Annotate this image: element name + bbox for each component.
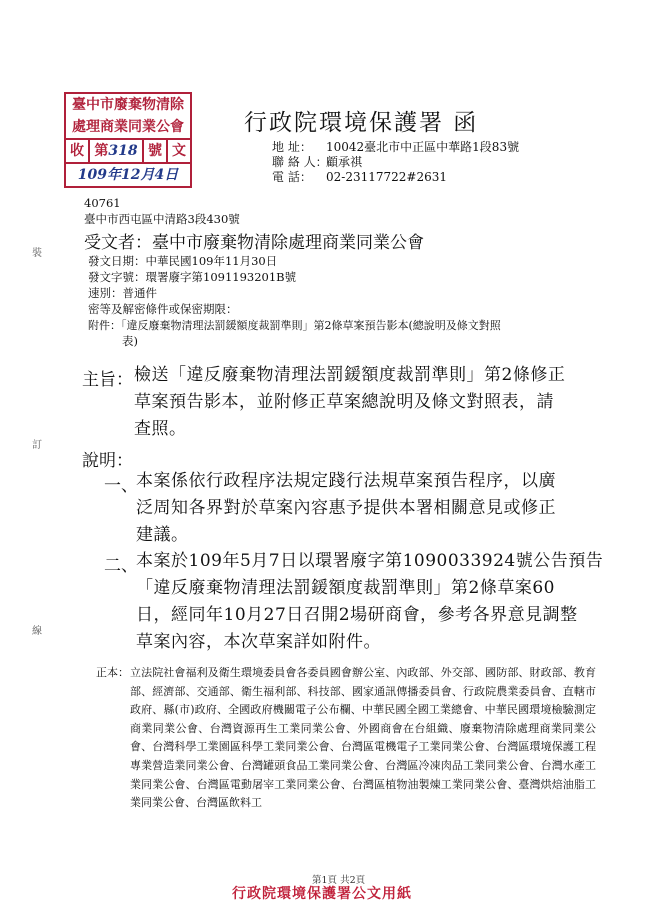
subject-line3: 查照。 — [134, 419, 187, 439]
phone-line — [272, 168, 447, 185]
item1-line3: 建議。 — [136, 525, 189, 545]
stamp-text-char: 文 — [172, 143, 186, 159]
item2-line4: 草案內容，本次草案詳如附件。 — [136, 632, 381, 652]
receipt-stamp — [64, 92, 192, 188]
item1-line1: 本案係依行政程序法規定踐行法規草案預告程序，以廣 — [136, 471, 556, 491]
contact-label: 聯 絡 人： — [272, 155, 328, 169]
postal-code: 40761 — [84, 196, 121, 210]
stamp-number-cell: 第318 — [90, 140, 144, 162]
copies-label: 正本： — [96, 666, 129, 679]
item1-number: 一、 — [104, 476, 138, 496]
copies-section — [96, 664, 596, 813]
issue-number: 發文字號：環署廢字第1091193201B號 — [88, 270, 297, 284]
margin-mark-bind: 裝 — [32, 248, 42, 259]
address-value: 10042臺北市中正區中華路1段83號 — [326, 140, 520, 154]
phone-value: 02-23117722#2631 — [326, 170, 447, 184]
issue-date: 發文日期：中華民國109年11月30日 — [88, 254, 278, 268]
secrecy: 密等及解密條件或保密期限： — [88, 302, 238, 316]
explain-label: 說明： — [82, 451, 133, 471]
item1-text — [136, 468, 556, 549]
subject-label: 主旨： — [82, 370, 133, 390]
stamp-date: 109年12月4日 — [66, 162, 190, 186]
recipient: 受文者：臺中市廢棄物清除處理商業同業公會 — [84, 233, 424, 253]
stamp-line1: 臺中市廢棄物清除 — [72, 97, 184, 113]
margin-mark-staple: 訂 — [32, 440, 42, 451]
letterhead-brand: 行政院環境保護署公文用紙 — [232, 886, 412, 902]
subject-text — [134, 362, 565, 443]
item1-line2: 泛周知各界對於草案內容惠予提供本署相關意見或修正 — [136, 498, 556, 518]
attachment-line1: 附件：「違反廢棄物清理法罰鍰額度裁罰準則」第2條草案預告影本(總說明及條文對照 — [88, 319, 501, 332]
page-number: 第1頁 共2頁 — [312, 875, 366, 886]
stamp-number-row — [66, 138, 190, 162]
contact-value: 顧承祺 — [326, 155, 363, 169]
copies-text: 立法院社會福利及衛生環境委員會各委員國會辦公室、內政部、外交部、國防部、財政部、教育部、經濟部、交通部、衛生福利部、科技部、國家通訊傳播委員會、行政院農業委員會、直轄市政府、縣(市)政府、全國政府機關電子公布欄、中華民國全國工業總會、中華民國環境檢驗測定商業同業公會、台灣資源再生工業同業公會、外國商會在台組織、廢棄物清除處理商業同業公會、台灣科學工業園區科學工業同業公會、台灣區電機電子工業同業公會、台灣區環境保護工程專業營造業同業公會、台灣罐頭食品工業同業公會、台灣區冷凍肉品工業同業公會、台灣水產工業同業公會、台灣區電動屠宰工業同業公會、台灣區植物油製煉工業同業公會、臺灣烘焙油脂工業同業公會、台灣區飲料工 — [130, 666, 596, 810]
recipient-address: 臺中市西屯區中清路3段430號 — [84, 212, 240, 226]
subject-line1: 檢送「違反廢棄物清理法罰鍰額度裁罰準則」第2條修正 — [134, 365, 566, 385]
stamp-number: 318 — [108, 143, 138, 159]
item2-text — [136, 548, 603, 656]
margin-mark-line: 線 — [32, 626, 42, 637]
phone-label: 電 話： — [272, 170, 312, 184]
speed: 速別：普通件 — [88, 286, 157, 300]
subject-line2: 草案預告影本，並附修正草案總說明及條文對照表，請 — [134, 392, 554, 412]
item2-line1: 本案於109年5月7日以環署廢字第1090033924號公告預告 — [136, 551, 604, 571]
item2-line3: 日，經同年10月27日召開2場研商會，參考各界意見調整 — [136, 605, 578, 625]
address-label: 地 址： — [272, 140, 312, 154]
attachment-line2: 表) — [122, 334, 138, 348]
item2-number: 二、 — [104, 556, 138, 576]
item2-line2: 「違反廢棄物清理法罰鍰額度裁罰準則」第2條草案60 — [136, 578, 555, 598]
stamp-recv: 收 — [66, 140, 90, 162]
document-title: 行政院環境保護署 函 — [244, 110, 479, 136]
stamp-line2: 處理商業同業公會 — [72, 119, 184, 135]
stamp-number-suffix: 號 — [144, 140, 168, 162]
